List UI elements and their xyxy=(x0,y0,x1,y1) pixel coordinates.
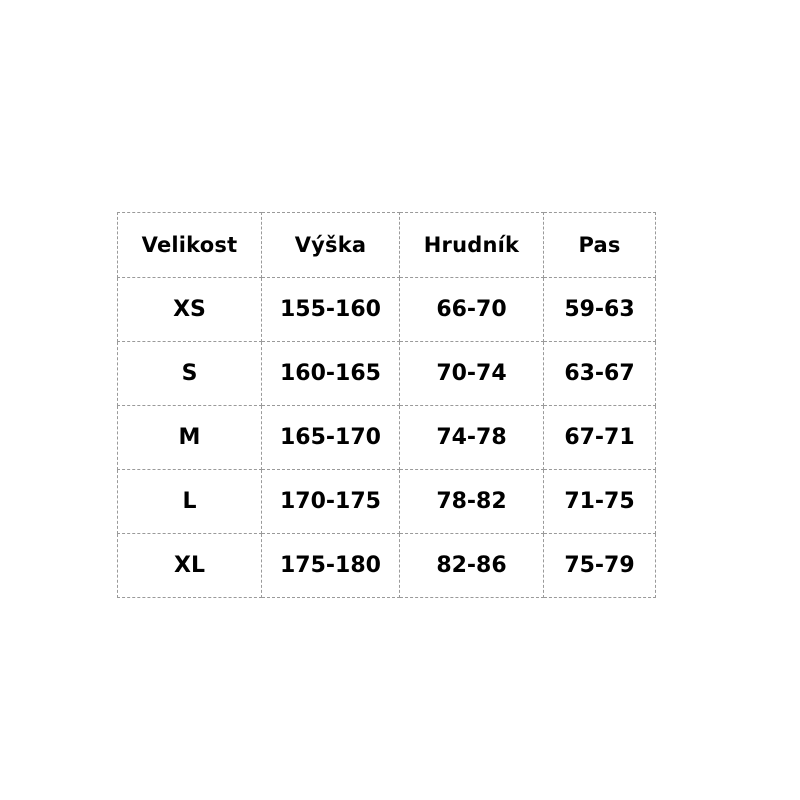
cell-size: M xyxy=(118,406,262,470)
table-header-row xyxy=(118,213,656,278)
cell-size: XL xyxy=(118,534,262,598)
table-row xyxy=(118,534,656,598)
cell-height: 175-180 xyxy=(262,534,400,598)
column-header-pas: Pas xyxy=(544,213,656,278)
table-row xyxy=(118,470,656,534)
table-row xyxy=(118,278,656,342)
cell-waist: 67-71 xyxy=(544,406,656,470)
cell-size: S xyxy=(118,342,262,406)
cell-waist: 75-79 xyxy=(544,534,656,598)
cell-chest: 70-74 xyxy=(400,342,544,406)
size-table-head xyxy=(118,213,656,278)
column-header-velikost: Velikost xyxy=(118,213,262,278)
cell-size: XS xyxy=(118,278,262,342)
column-header-hrudnik: Hrudník xyxy=(400,213,544,278)
table-row xyxy=(118,406,656,470)
column-header-vyska: Výška xyxy=(262,213,400,278)
cell-height: 165-170 xyxy=(262,406,400,470)
cell-chest: 78-82 xyxy=(400,470,544,534)
cell-height: 155-160 xyxy=(262,278,400,342)
cell-chest: 66-70 xyxy=(400,278,544,342)
size-table xyxy=(117,212,656,598)
cell-waist: 59-63 xyxy=(544,278,656,342)
cell-chest: 74-78 xyxy=(400,406,544,470)
cell-height: 160-165 xyxy=(262,342,400,406)
cell-waist: 63-67 xyxy=(544,342,656,406)
cell-chest: 82-86 xyxy=(400,534,544,598)
cell-waist: 71-75 xyxy=(544,470,656,534)
table-row xyxy=(118,342,656,406)
cell-height: 170-175 xyxy=(262,470,400,534)
size-table-body xyxy=(118,278,656,598)
size-table-container xyxy=(117,212,655,598)
cell-size: L xyxy=(118,470,262,534)
